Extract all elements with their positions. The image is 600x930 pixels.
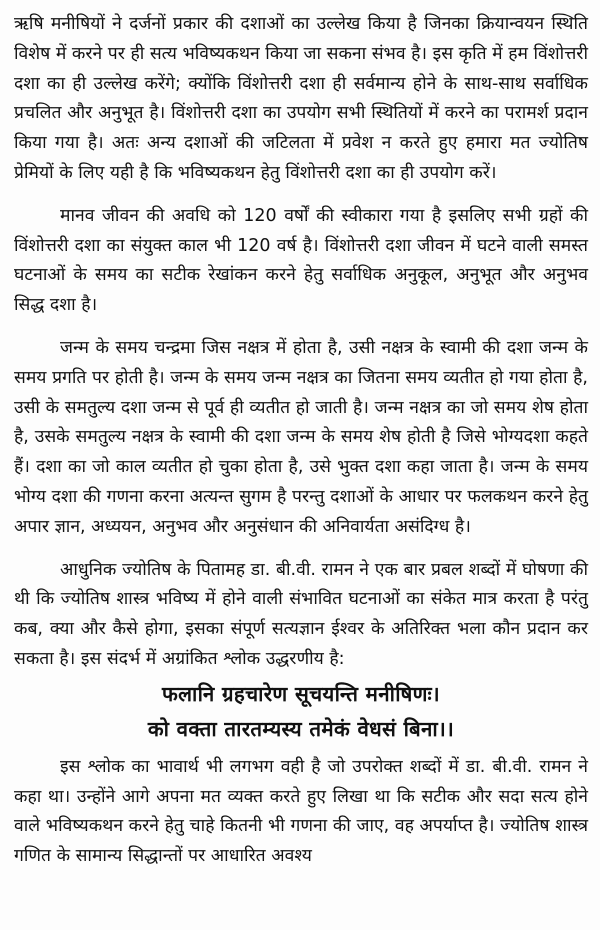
paragraph-raman-quote: आधुनिक ज्योतिष के पितामह डा. बी.वी. रामन ने एक बार प्रबल शब्दों में घोषणा की थी कि ज्योतिष शास्त्र भविष्य में होने वाली संभावित घटनाओं का संकेत मात्र करता है परंतु कब, क्या और कैसे होगा, इसका संपूर्ण सत्यज्ञान ईश्वर के अतिरिक्त भला कौन प्रदान कर सकता है। इस संदर्भ में अग्रांकित श्लोक उद्धरणीय है: xyxy=(14,559,588,669)
paragraph-spacer xyxy=(14,321,588,334)
paragraph-vimshottari-period: मानव जीवन की अवधि को 120 वर्षों की स्वीकारा गया है इसलिए सभी ग्रहों की विंशोत्तरी दशा का संयुक्त काल भी 120 वर्ष है। विंशोत्तरी दशा जीवन में घटने वाली समस्त घटनाओं के समय का सटीक रेखांकन करने हेतु सर्वाधिक अनुकूल, अनुभूत और अनुभव सिद्ध दशा है। xyxy=(14,205,588,316)
paragraph-birth-nakshatra: जन्म के समय चन्द्रमा जिस नक्षत्र में होता है, उसी नक्षत्र के स्वामी की दशा जन्म के समय प्रगति पर होती है। जन्म के समय जन्म नक्षत्र का जितना समय व्यतीत हो गया होता है, उसी के समतुल्य दशा जन्म से पूर्व ही व्यतीत हो जाती है। जन्म नक्षत्र का जो समय शेष होता है, उसके समतुल्य नक्षत्र के स्वामी की दशा जन्म के समय शेष होती है जिसे भोग्यदशा कहते हैं। दशा का जो काल व्यतीत हो चुका होता है, उसे भुक्त दशा कहा जाता है। जन्म के समय भोग्य दशा की गणना करना अत्यन्त सुगम है परन्तु दशाओं के आधार पर फलकथन करने हेतु अपार ज्ञान, अध्ययन, अनुभव और अनुसंधान की अनिवार्यता असंदिग्ध है। xyxy=(14,337,588,537)
shloka-line-1: फलानि ग्रहचारेण सूचयन्ति मनीषिणः। xyxy=(161,681,440,706)
shloka-block xyxy=(14,675,588,753)
paragraph-dasha-intro: ऋषि मनीषियों ने दर्जनों प्रकार की दशाओं का उल्लेख किया है जिनका क्रियान्वयन स्थिति विशेष में करने पर ही सत्य भविष्यकथन किया जा सकना संभव है। इस कृति में हम विंशोत्तरी दशा का ही उल्लेख करेंगे; क्योंकि विंशोत्तरी दशा ही सर्वमान्य होने के साथ-साथ सर्वाधिक प्रचलित और अनुभूत है। विंशोत्तरी दशा का उपयोग सभी स्थितियों में करने का परामर्श प्रदान किया गया है। अतः अन्य दशाओं की जटिलता में प्रवेश न करते हुए हमारा मत ज्योतिष प्रेमियों के लिए यही है कि भविष्यकथन हेतु विंशोत्तरी दशा का ही उपयोग करें। xyxy=(14,14,588,183)
shloka-line-2: को वक्ता तारतम्यस्य तमेकं वेधसं बिना।। xyxy=(147,716,455,741)
paragraph-spacer xyxy=(14,543,588,556)
paragraph-spacer xyxy=(14,189,588,202)
paragraph-shloka-meaning: इस श्लोक का भावार्थ भी लगभग वही है जो उपरोक्त शब्दों में डा. बी.वी. रामन ने कहा था। उन्होंने आगे अपना मत व्यक्त करते हुए लिखा था कि सटीक और सदा सत्य होने वाले भविष्यकथन करने हेतु चाहे कितनी भी गणना की जाए, वह अपर्याप्त है। ज्योतिष शास्त्र गणित के सामान्य सिद्धान्तों पर आधारित अवश्य xyxy=(14,756,588,867)
